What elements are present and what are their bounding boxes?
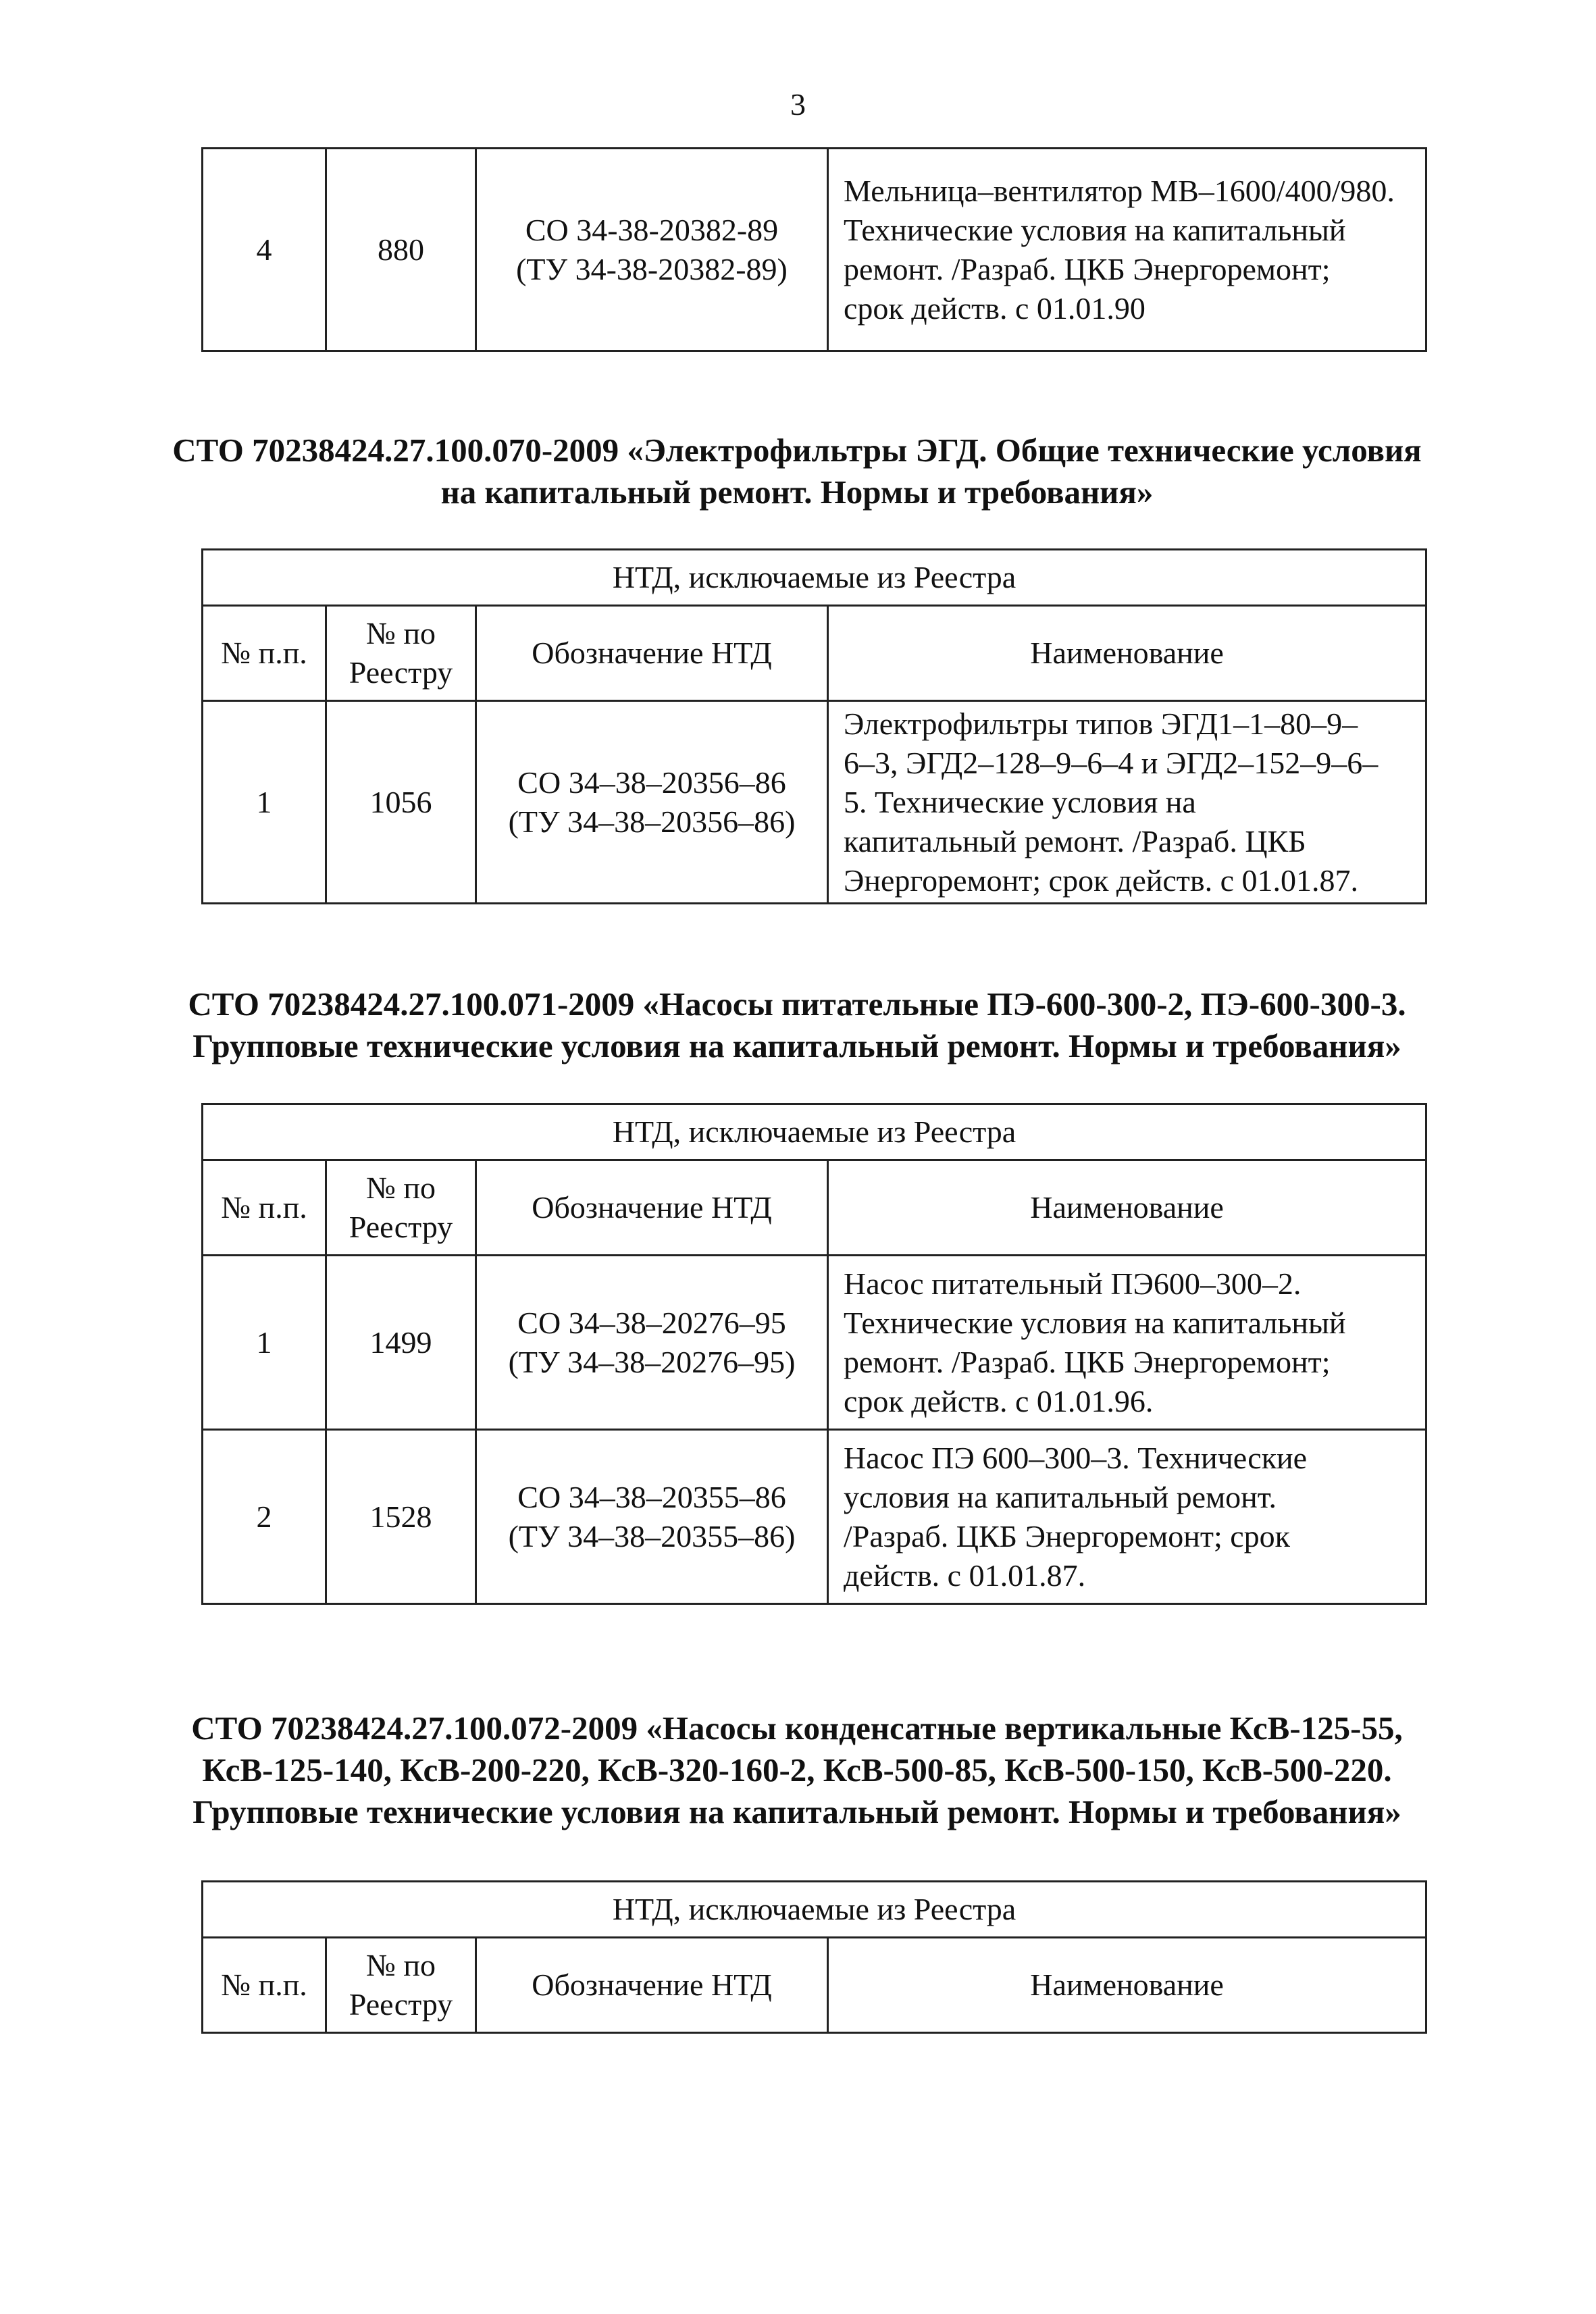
ntd-name: Насос ПЭ 600–300–3. Технические условия на капитальный ремонт. /Разраб. ЦКБ Энергоремонт; срок действ. с 01.01.87. xyxy=(828,1430,1426,1604)
section-title: СТО 70238424.27.100.072-2009 «Насосы конденсатные вертикальные КсВ-125-55, КсВ-125-140, КсВ-200-220, КсВ-320-160-2, КсВ-500-85, КсВ-500-150, КсВ-500-220. Групповые технические условия на капитальный ремонт. Нормы и требования» xyxy=(191,1709,1403,1830)
table-header-row xyxy=(203,1938,1426,2033)
registry-number: 1528 xyxy=(326,1430,476,1604)
table-title: НТД, исключаемые из Реестра xyxy=(203,550,1426,606)
table-row xyxy=(203,701,1426,904)
section-title: СТО 70238424.27.100.071-2009 «Насосы питательные ПЭ-600-300-2, ПЭ-600-300-3. Групповые технические условия на капитальный ремонт. Нормы и требования» xyxy=(188,985,1406,1064)
ntd-table xyxy=(201,1880,1427,2034)
ntd-code: СО 34–38–20355–86 (ТУ 34–38–20355–86) xyxy=(476,1430,828,1604)
registry-number: 880 xyxy=(326,149,476,351)
table-header-row xyxy=(203,1160,1426,1256)
ntd-table xyxy=(201,1103,1427,1605)
table-title: НТД, исключаемые из Реестра xyxy=(203,1104,1426,1160)
registry-number: 1056 xyxy=(326,701,476,904)
table-title: НТД, исключаемые из Реестра xyxy=(203,1882,1426,1938)
table-title-row xyxy=(203,1104,1426,1160)
row-number: 1 xyxy=(203,1256,326,1430)
header-num: № п.п. xyxy=(203,1938,326,2033)
ntd-name: Электрофильтры типов ЭГД1–1–80–9– 6–3, ЭГД2–128–9–6–4 и ЭГД2–152–9–6– 5. Технические условия на капитальный ремонт. /Разраб. ЦКБ Энергоремонт; срок действ. с 01.01.87. xyxy=(828,701,1426,904)
ntd-code: СО 34–38–20276–95 (ТУ 34–38–20276–95) xyxy=(476,1256,828,1430)
row-number: 4 xyxy=(203,149,326,351)
header-num: № п.п. xyxy=(203,606,326,701)
registry-number: 1499 xyxy=(326,1256,476,1430)
table-title-row xyxy=(203,550,1426,606)
table-title-row xyxy=(203,1882,1426,1938)
ntd-name: Насос питательный ПЭ600–300–2. Технические условия на капитальный ремонт. /Разраб. ЦКБ Энергоремонт; срок действ. с 01.01.96. xyxy=(828,1256,1426,1430)
ntd-name: Мельница–вентилятор МВ–1600/400/980. Технические условия на капитальный ремонт. /Разраб. ЦКБ Энергоремонт; срок действ. с 01.01.90 xyxy=(828,149,1426,351)
header-code: Обозначение НТД xyxy=(476,1938,828,2033)
header-code: Обозначение НТД xyxy=(476,606,828,701)
ntd-code: СО 34–38–20356–86 (ТУ 34–38–20356–86) xyxy=(476,701,828,904)
header-name: Наименование xyxy=(828,1938,1426,2033)
header-registry: № по Реестру xyxy=(326,606,476,701)
header-registry: № по Реестру xyxy=(326,1160,476,1256)
row-number: 1 xyxy=(203,701,326,904)
header-registry: № по Реестру xyxy=(326,1938,476,2033)
row-number: 2 xyxy=(203,1430,326,1604)
table-header-row xyxy=(203,606,1426,701)
section-title: СТО 70238424.27.100.070-2009 «Электрофильтры ЭГД. Общие технические условия на капитальный ремонт. Нормы и требования» xyxy=(172,432,1422,511)
header-num: № п.п. xyxy=(203,1160,326,1256)
header-code: Обозначение НТД xyxy=(476,1160,828,1256)
table-row xyxy=(203,149,1426,351)
table-row xyxy=(203,1256,1426,1430)
ntd-code: СО 34-38-20382-89 (ТУ 34-38-20382-89) xyxy=(476,149,828,351)
header-name: Наименование xyxy=(828,606,1426,701)
carryover-table xyxy=(201,147,1427,352)
table-row xyxy=(203,1430,1426,1604)
ntd-table xyxy=(201,548,1427,904)
page-number: 3 xyxy=(790,87,806,122)
header-name: Наименование xyxy=(828,1160,1426,1256)
